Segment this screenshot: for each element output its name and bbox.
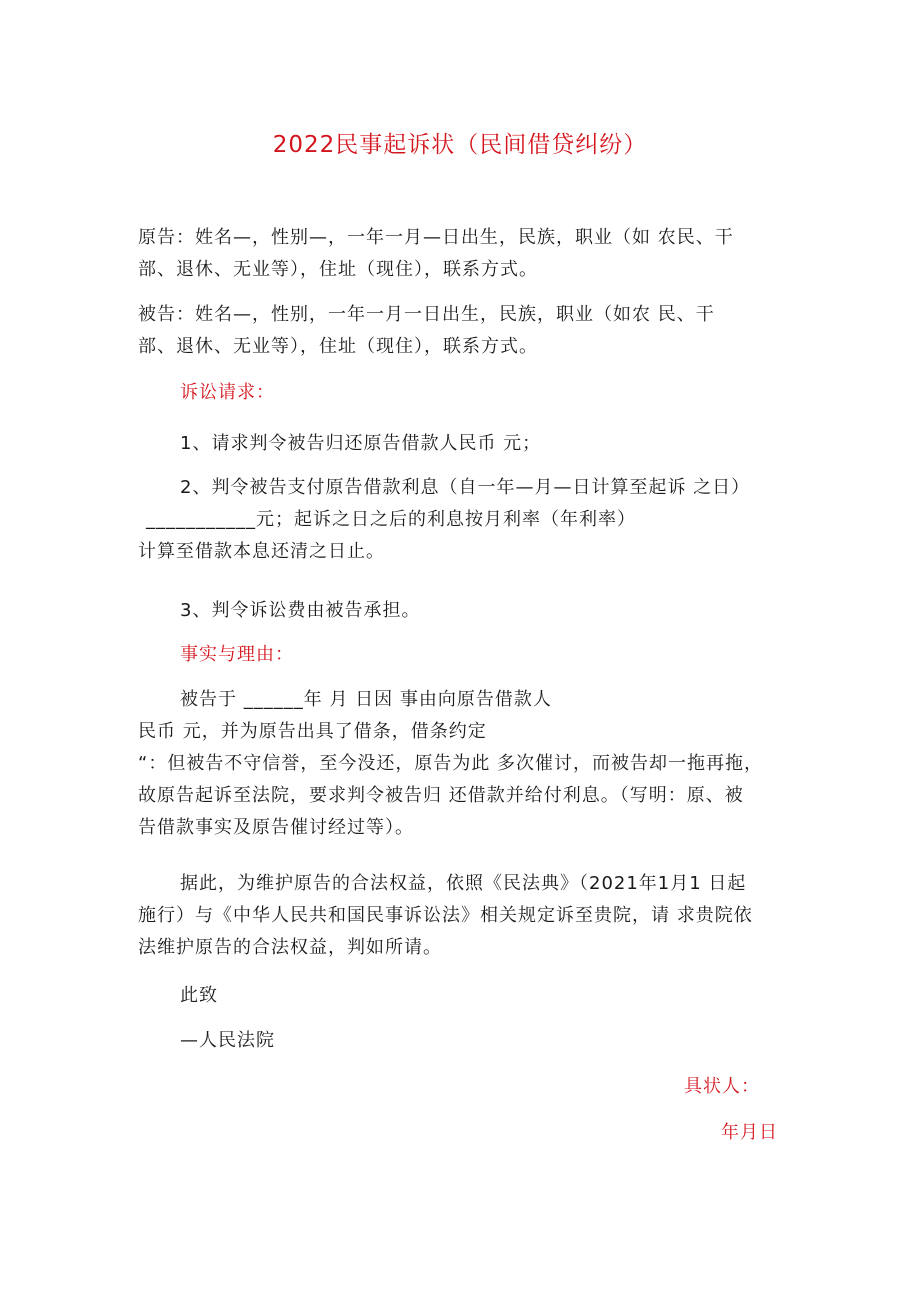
salutation-text: 此致: [180, 985, 218, 1006]
salutation: [138, 980, 830, 1012]
plaintiff-section: [138, 222, 788, 286]
claim-item-2: [138, 472, 788, 568]
facts-paragraph-2: [138, 868, 788, 964]
document-title: 2022民事起诉状（民间借贷纠纷）: [272, 132, 648, 158]
facts-heading-text: 事实与理由：: [180, 644, 294, 665]
claims-heading: [138, 377, 830, 409]
facts-heading: [138, 639, 830, 671]
facts-p2-line-3: 法维护原告的合法权益，判如所请。: [138, 937, 442, 958]
claim-item-3-text: 3、判令诉讼费由被告承担。: [180, 600, 421, 621]
facts-p1-line-2: 民币 元，并为原告出具了借条，借条约定: [138, 721, 487, 742]
claim-item-1-text: 1、请求判令被告归还原告借款人民币 元；: [180, 433, 542, 454]
claim-item-3: [138, 595, 830, 627]
plaintiff-line-2: 部、退休、无业等），住址（现住），联系方式。: [138, 259, 538, 280]
court-name: [138, 1025, 830, 1057]
facts-p1-line-3: “：但被告不守信誉，至今没还，原告为此 多次催讨，而被告却一拖再拖，: [138, 753, 764, 774]
court-name-text: —人民法院: [180, 1030, 275, 1051]
defendant-line-2: 部、退休、无业等），住址（现住），联系方式。: [138, 336, 538, 357]
claim-item-2-line-3: 计算至借款本息还清之日止。: [138, 541, 385, 562]
facts-p1-line-5: 告借款事实及原告催讨经过等）。: [138, 817, 414, 838]
plaintiff-line-1: 原告：姓名—，性别—，一年一月—日出生，民族，职业（如 农民、干: [138, 227, 734, 248]
facts-p1-line-1: 被告于 ______年 月 日因 事由向原告借款人: [180, 689, 552, 710]
date-label: 年月日: [721, 1122, 778, 1143]
signer-label: 具状人：: [684, 1076, 760, 1097]
claim-item-1: [138, 428, 830, 460]
facts-p1-line-4: 故原告起诉至法院，要求判令被告归 还借款并给付利息。（写明：原、被: [138, 785, 744, 806]
claim-item-2-line-1: 2、判令被告支付原告借款利息（自一年—月—日计算至起诉 之日）: [180, 477, 751, 498]
facts-paragraph-1: [138, 684, 788, 844]
facts-p2-line-2: 施行）与《中华人民共和国民事诉讼法》相关规定诉至贵院，请 求贵院依: [138, 905, 753, 926]
claims-heading-text: 诉讼请求：: [180, 382, 275, 403]
defendant-line-1: 被告：姓名—，性别，一年一月一日出生，民族，职业（如农 民、干: [138, 304, 715, 325]
claim-item-2-line-2: ___________元；起诉之日之后的利息按月利率（年利率）: [146, 509, 636, 530]
facts-p2-line-1: 据此，为维护原告的合法权益，依照《民法典》（2021年1月1 日起: [180, 873, 747, 894]
defendant-section: [138, 299, 788, 363]
